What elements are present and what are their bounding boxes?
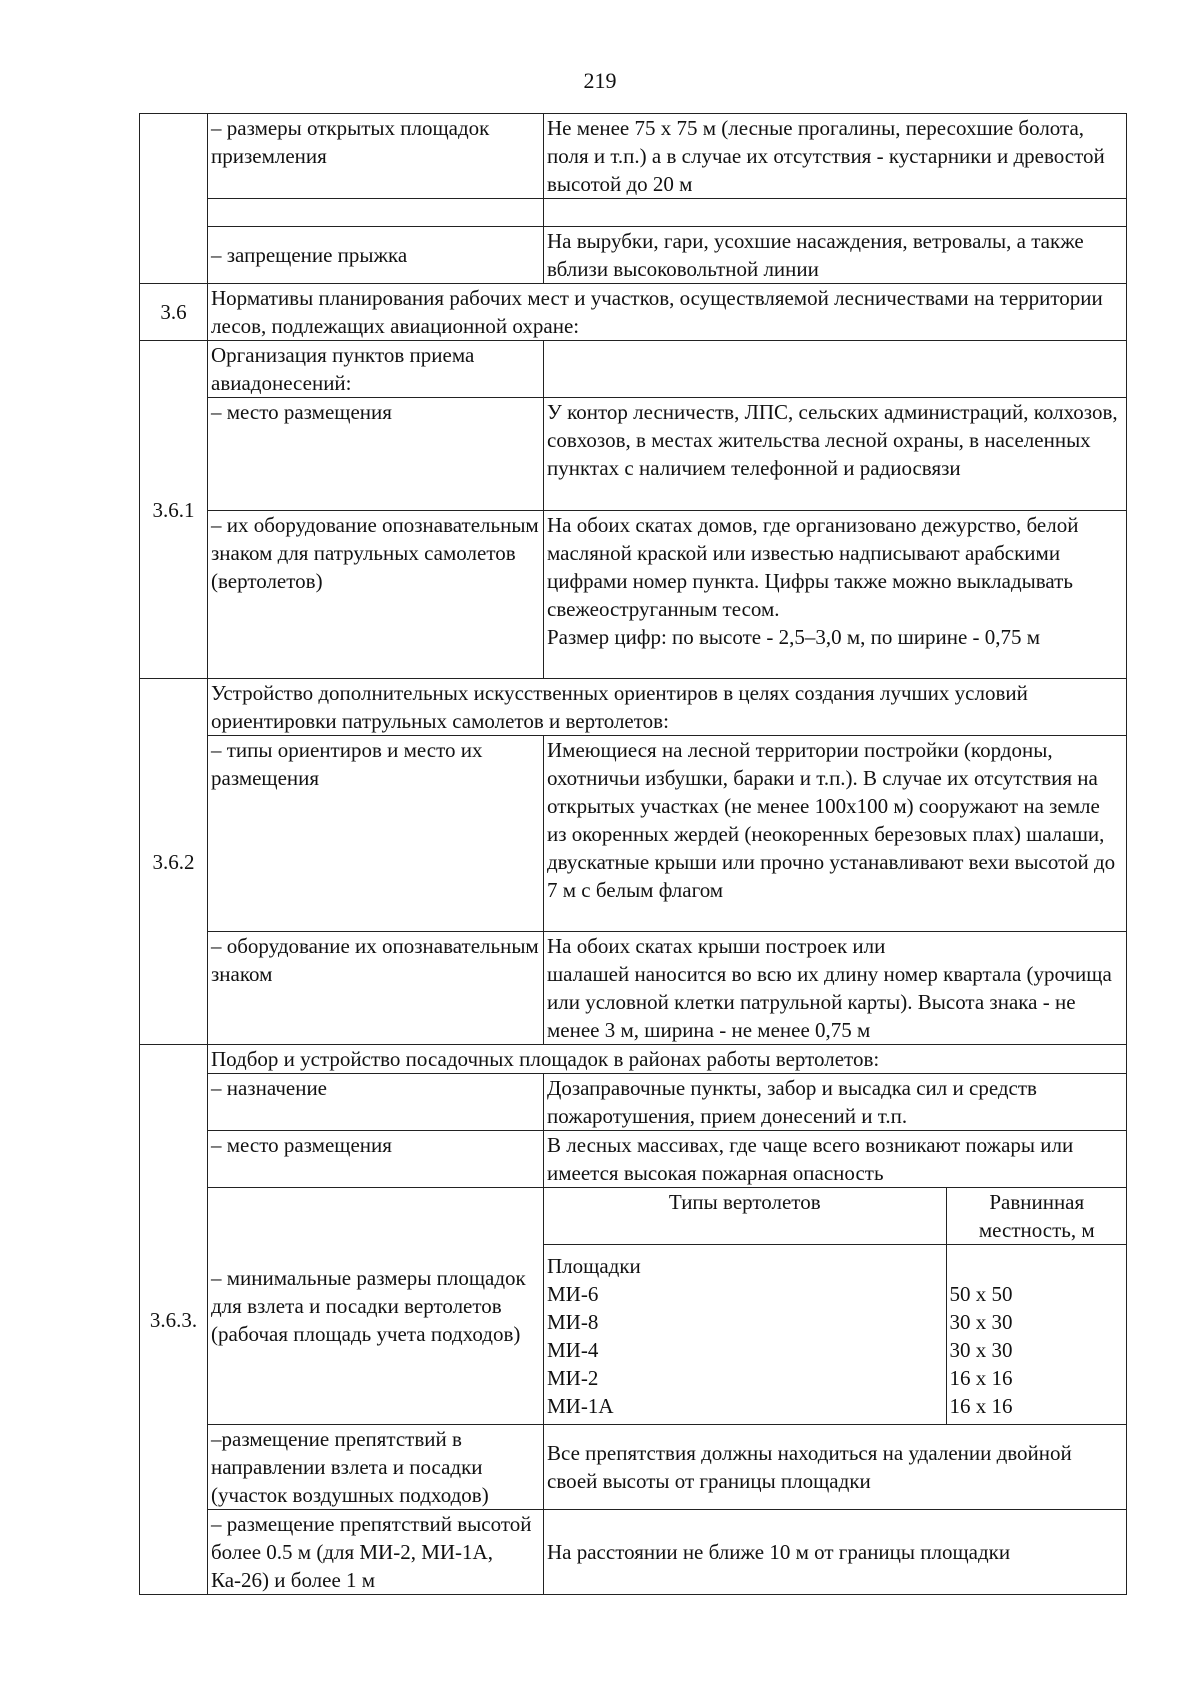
- empty-cell: [544, 199, 1127, 227]
- table-row: [140, 932, 1127, 1045]
- row-label: – размещение препятствий высотой более 0.5 м (для МИ-2, МИ-1А, Ка-26) и более 1 м: [208, 1510, 544, 1595]
- row-label: – их оборудование опознавательным знаком для патрульных самолетов (вертолетов): [208, 511, 544, 679]
- table-row: [140, 1131, 1127, 1188]
- section-number: 3.6.2: [140, 679, 208, 1045]
- heli-type: МИ-6: [547, 1282, 599, 1306]
- empty-cell: [544, 341, 1127, 398]
- row-value: Дозаправочные пункты, забор и высадка сил и средств пожаротушения, прием донесений и т.п.: [544, 1074, 1127, 1131]
- row-label: – оборудование их опознавательным знаком: [208, 932, 544, 1045]
- column-header-size: Равнинная местность, м: [946, 1188, 1127, 1245]
- helicopter-types: [544, 1245, 946, 1425]
- subsection-heading: Подбор и устройство посадочных площадок в районах работы вертолетов:: [208, 1045, 1127, 1074]
- helicopter-size-table: [544, 1188, 1127, 1424]
- table-row: [140, 199, 1127, 227]
- heli-type: МИ-4: [547, 1338, 599, 1362]
- row-value: На обоих скатах крыши построек или шалашей наносится во всю их длину номер квартала (урочища или условной клетки патрульной карты). Высота знака - не менее 3 м, ширина - не менее 0,75 м: [544, 932, 1127, 1045]
- heli-size: 30 x 30: [949, 1338, 1013, 1362]
- section-number: 3.6: [140, 284, 208, 341]
- section-heading: Нормативы планирования рабочих мест и участков, осуществляемой лесничествами на территории лесов, подлежащих авиационной охране:: [208, 284, 1127, 341]
- row-label: – размеры открытых площадок приземления: [208, 114, 544, 199]
- table-row: [140, 736, 1127, 932]
- row-label: – типы ориентиров и место их размещения: [208, 736, 544, 932]
- heli-size: 16 x 16: [949, 1366, 1013, 1390]
- table-row: [140, 1425, 1127, 1510]
- table-row: [140, 1188, 1127, 1425]
- page-number: 219: [583, 68, 617, 93]
- section-number: 3.6.1: [140, 341, 208, 679]
- column-header-type: Типы вертолетов: [544, 1188, 946, 1245]
- section-number: 3.6.3.: [140, 1045, 208, 1595]
- table-row: [140, 341, 1127, 398]
- row-value: На вырубки, гари, усохшие насаждения, ветровалы, а также вблизи высоковольтной линии: [544, 227, 1127, 284]
- row-value: На расстоянии не ближе 10 м от границы площадки: [544, 1510, 1127, 1595]
- heli-group-label: Площадки: [547, 1254, 641, 1278]
- heli-size: 30 x 30: [949, 1310, 1013, 1334]
- heli-size: 16 x 16: [949, 1394, 1013, 1418]
- row-value: У контор лесничеств, ЛПС, сельских администраций, колхозов, совхозов, в местах жительства лесной охраны, в населенных пунктах с наличием телефонной и радиосвязи: [544, 398, 1127, 511]
- row-label: –размещение препятствий в направлении взлета и посадки (участок воздушных подходов): [208, 1425, 544, 1510]
- heli-type: МИ-8: [547, 1310, 599, 1334]
- table-row: [140, 114, 1127, 199]
- row-value: В лесных массивах, где чаще всего возникают пожары или имеется высокая пожарная опасность: [544, 1131, 1127, 1188]
- row-value: На обоих скатах домов, где организовано дежурство, белой масляной краской или известью надписывают арабскими цифрами номер пункта. Цифры также можно выкладывать свежеоструганным тесом. Размер цифр: по высоте - 2,5–3,0 м, по ширине - 0,75 м: [544, 511, 1127, 679]
- subsection-heading: Организация пунктов приема авиадонесений:: [208, 341, 544, 398]
- table-row: [140, 227, 1127, 284]
- helicopter-table-header: [544, 1188, 1127, 1245]
- table-row: [140, 398, 1127, 511]
- table-row: [140, 284, 1127, 341]
- helicopter-table-body: [544, 1245, 1127, 1425]
- table-row: [140, 1074, 1127, 1131]
- table-row: [140, 679, 1127, 736]
- heli-type: МИ-2: [547, 1366, 599, 1390]
- row-label: – место размещения: [208, 398, 544, 511]
- helicopter-sizes: [946, 1245, 1127, 1425]
- heli-size: 50 x 50: [949, 1282, 1013, 1306]
- row-value: Не менее 75 x 75 м (лесные прогалины, пересохшие болота, поля и т.п.) а в случае их отсутствия - кустарники и древостой высотой до 20 м: [544, 114, 1127, 199]
- row-value: Имеющиеся на лесной территории постройки (кордоны, охотничьи избушки, бараки и т.п.). В случае их отсутствия на открытых участках (не менее 100х100 м) сооружают на земле из окоренных жердей (неокоренных березовых плах) шалаши, двускатные крыши или прочно устанавливают вехи высотой до 7 м с белым флагом: [544, 736, 1127, 932]
- norms-table: [139, 113, 1127, 1595]
- spacer: [950, 1252, 1125, 1280]
- empty-number-cell: [140, 114, 208, 284]
- helicopter-size-cell: [544, 1188, 1127, 1425]
- row-label: – минимальные размеры площадок для взлета и посадки вертолетов (рабочая площадь учета подходов): [208, 1188, 544, 1425]
- row-label: – запрещение прыжка: [208, 227, 544, 284]
- row-label: – место размещения: [208, 1131, 544, 1188]
- table-row: [140, 1045, 1127, 1074]
- table-row: [140, 1510, 1127, 1595]
- row-label: – назначение: [208, 1074, 544, 1131]
- row-value: Все препятствия должны находиться на удалении двойной своей высоты от границы площадки: [544, 1425, 1127, 1510]
- table-row: [140, 511, 1127, 679]
- heli-type: МИ-1А: [547, 1394, 614, 1418]
- subsection-heading: Устройство дополнительных искусственных ориентиров в целях создания лучших условий ориентировки патрульных самолетов и вертолетов:: [208, 679, 1127, 736]
- empty-cell: [208, 199, 544, 227]
